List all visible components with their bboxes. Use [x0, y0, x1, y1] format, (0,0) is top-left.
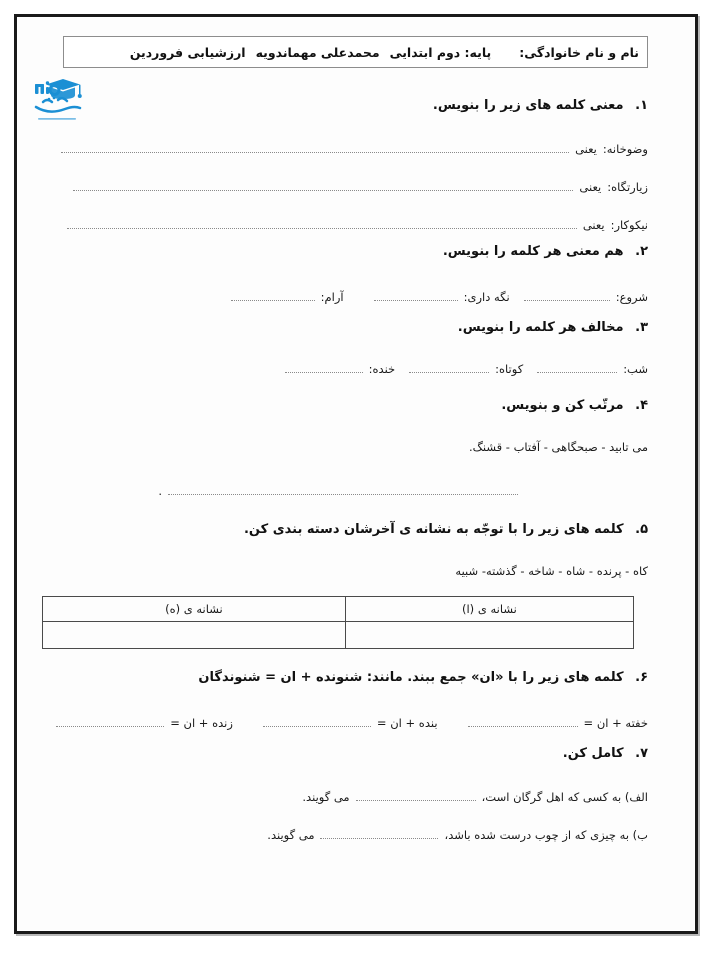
- question-6-title: [198, 670, 648, 685]
- q4-period-mark: .: [158, 484, 162, 498]
- question-4-number: ۴.: [635, 398, 648, 413]
- q6-answer-line-3[interactable]: [56, 717, 164, 727]
- q6-answer-line-2[interactable]: [263, 717, 371, 727]
- question-6-answers: [56, 716, 648, 730]
- q6-prompt-1: خفته + ان =: [583, 716, 648, 730]
- question-5-number: ۵.: [635, 522, 648, 537]
- q7-suffix-1: می گویند.: [302, 790, 350, 804]
- worksheet-header-box: [63, 36, 648, 68]
- question-4-scrambled-words: می تابید - صبحگاهی - آفتاب - قشنگ.: [468, 440, 648, 454]
- question-1-item-3: [67, 218, 648, 232]
- q7-answer-line-2[interactable]: [320, 829, 438, 839]
- question-1-text: معنی کلمه های زیر را بنویس.: [432, 98, 624, 113]
- table-header-he: نشانه ی (ه): [43, 597, 346, 622]
- q1-word-1: وضوخانه:: [602, 142, 648, 156]
- q2-prompt-3: آرام:: [320, 290, 344, 304]
- table-cell-he-answer[interactable]: [43, 622, 346, 649]
- q7-prefix-2: ب) به چیزی که از چوب درست شده باشد،: [444, 828, 648, 842]
- question-7-text: کامل کن.: [562, 746, 624, 761]
- q2-answer-line-1[interactable]: [524, 291, 610, 301]
- q1-answer-line-2[interactable]: [73, 181, 573, 191]
- q7-prefix-1: الف) به کسی که اهل گرگان است،: [481, 790, 648, 804]
- question-7-title: [563, 746, 648, 761]
- q1-connector-2: یعنی: [579, 180, 602, 194]
- question-1-item-1: [61, 142, 648, 156]
- question-2-text: هم معنی هر کلمه را بنویس.: [442, 244, 624, 259]
- worksheet-page: [14, 14, 698, 934]
- question-2-number: ۲.: [635, 244, 648, 259]
- header-name-label: نام و نام خانوادگی:: [519, 44, 639, 60]
- q1-connector-1: یعنی: [575, 142, 597, 156]
- q3-answer-line-3[interactable]: [285, 363, 363, 373]
- question-5-text: کلمه های زیر را با توجّه به نشانه ی آخرشان دسته بندی کن.: [243, 522, 624, 537]
- question-7-item-2: [267, 828, 648, 842]
- question-3-title: [458, 320, 648, 335]
- q4-answer-line[interactable]: [168, 485, 518, 495]
- q1-connector-3: یعنی: [582, 218, 605, 232]
- table-header-row: [43, 597, 634, 622]
- q1-answer-line-1[interactable]: [61, 143, 569, 153]
- question-1-title: [433, 98, 648, 113]
- q3-prompt-1: شب:: [623, 362, 648, 376]
- question-1-item-2: [73, 180, 648, 194]
- q7-suffix-2: می گویند.: [267, 828, 315, 842]
- question-6-number: ۶.: [635, 670, 648, 685]
- q1-word-2: زیارتگاه:: [607, 180, 648, 194]
- q6-answer-line-1[interactable]: [468, 717, 578, 727]
- q2-prompt-1: شروع:: [615, 290, 648, 304]
- table-cell-alef-answer[interactable]: [345, 622, 633, 649]
- q3-prompt-3: خنده:: [368, 362, 396, 376]
- question-3-number: ۳.: [635, 320, 648, 335]
- q1-word-3: نیکوکار:: [610, 218, 648, 232]
- table-header-alef: نشانه ی (ا): [345, 597, 633, 622]
- q1-answer-line-3[interactable]: [67, 219, 577, 229]
- header-teacher-name: محمدعلی مهماندویه: [255, 44, 380, 60]
- question-5-word-list: کاه - پرنده - شاه - شاخه - گذشته- شبیه: [455, 564, 648, 578]
- q6-prompt-2: بنده + ان =: [376, 716, 438, 730]
- q3-prompt-2: کوتاه:: [495, 362, 524, 376]
- question-7-number: ۷.: [635, 746, 648, 761]
- question-5-classification-table: [42, 596, 634, 649]
- page-content-area: [17, 17, 695, 931]
- q3-answer-line-2[interactable]: [409, 363, 489, 373]
- question-2-title: [443, 244, 648, 259]
- q6-prompt-3: زنده + ان =: [170, 716, 233, 730]
- q7-answer-line-1[interactable]: [356, 791, 476, 801]
- q2-prompt-2: نگه داری:: [463, 290, 510, 304]
- question-4-title: [501, 398, 648, 413]
- question-3-text: مخالف هر کلمه را بنویس.: [457, 320, 624, 335]
- table-row: [43, 622, 634, 649]
- question-5-title: [244, 522, 648, 537]
- question-4-text: مرتّب کن و بنویس.: [501, 398, 624, 413]
- header-grade-label: پایه: دوم ابتدایی: [389, 44, 492, 60]
- q3-answer-line-1[interactable]: [537, 363, 617, 373]
- school-logo-icon: [32, 76, 88, 124]
- q2-answer-line-2[interactable]: [374, 291, 458, 301]
- question-4-answer-row: [158, 484, 518, 498]
- question-3-answers: [285, 362, 648, 376]
- question-2-answers: [231, 290, 648, 304]
- header-exam-title: ارزشیابی فروردین: [129, 44, 246, 60]
- question-7-item-1: [302, 790, 648, 804]
- q2-answer-line-3[interactable]: [231, 291, 315, 301]
- question-6-text: کلمه های زیر را با «ان» جمع ببند. مانند: شنونده + ان = شنوندگان: [198, 670, 624, 685]
- question-1-number: ۱.: [635, 98, 648, 113]
